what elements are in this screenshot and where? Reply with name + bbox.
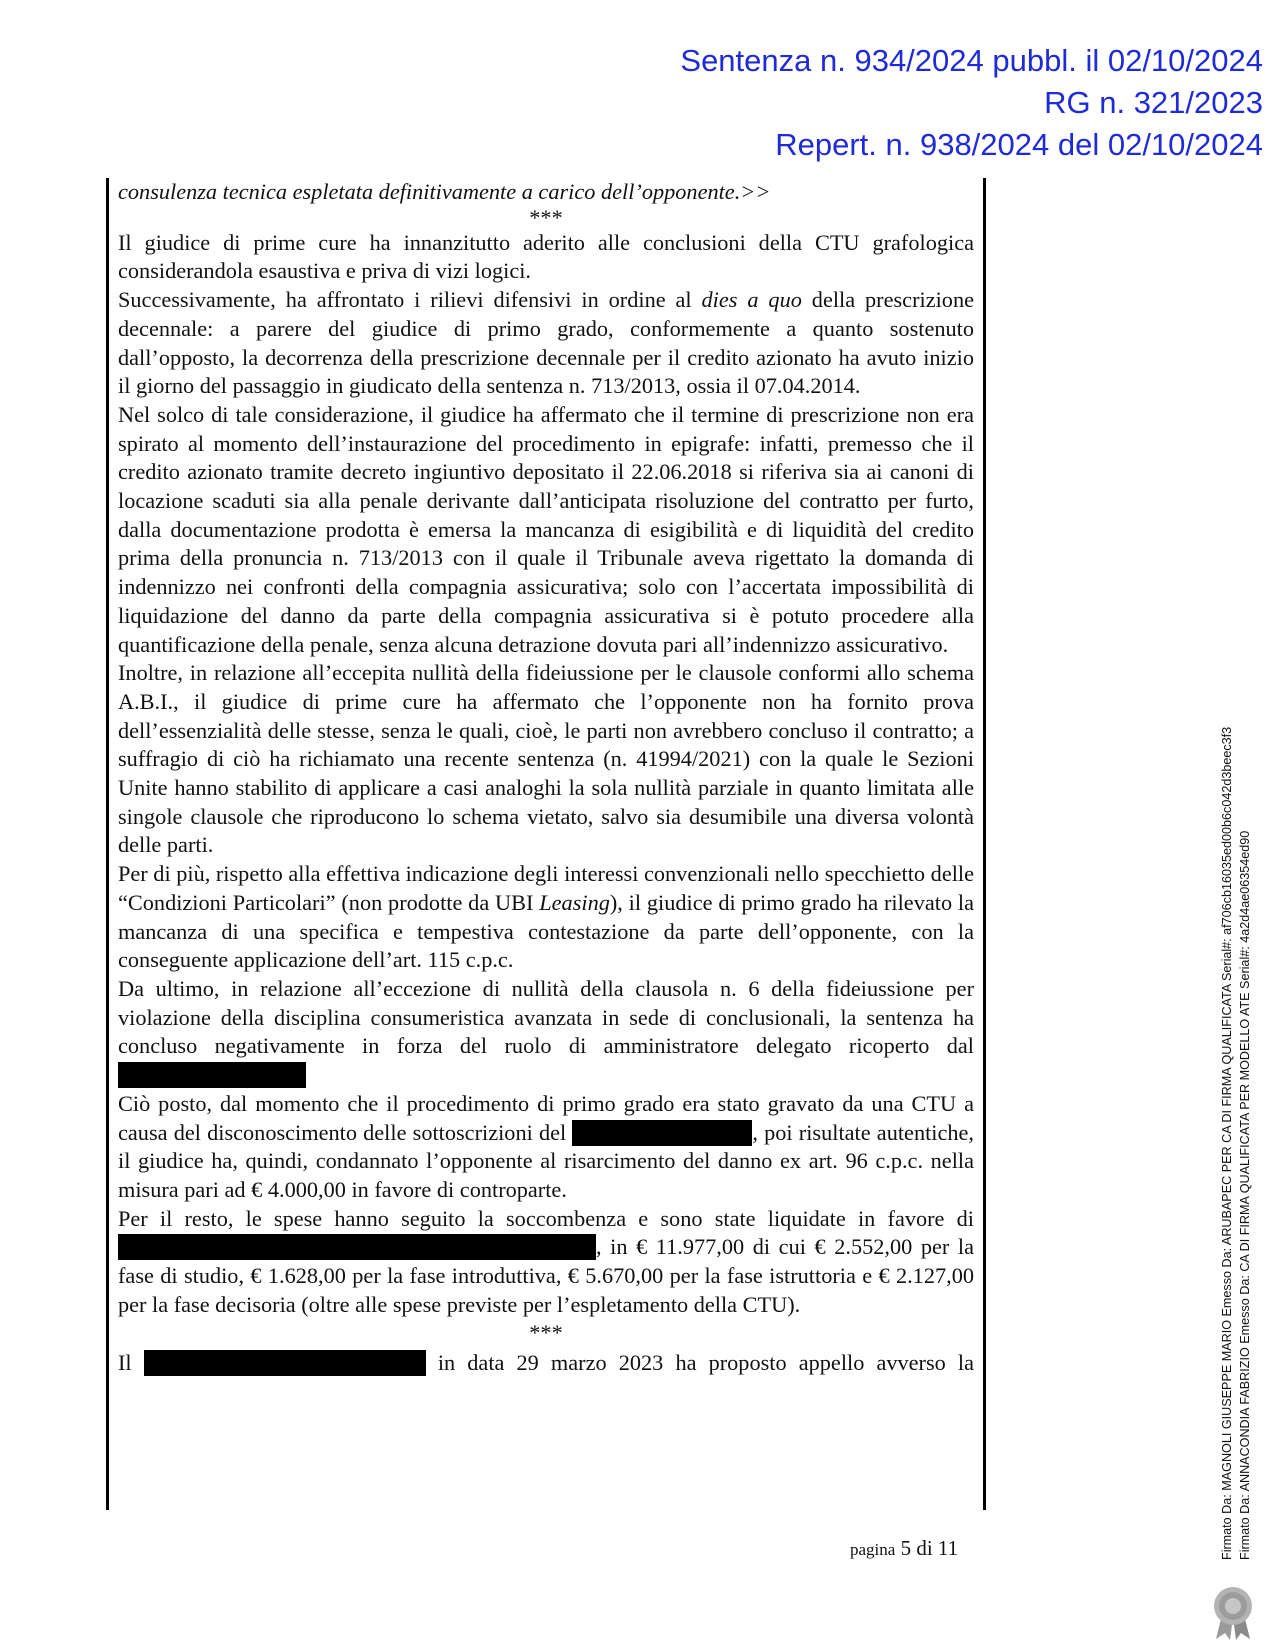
redaction-box <box>118 1062 306 1088</box>
p2-text-b: della prescrizione decennale: a parere del giudice di primo grado, conformemente a quanto sostenuto dall’opposto, la decorrenza della prescrizione decennale per il credito azionato ha avuto inizio il giorno del passaggio in giudicato della sentenza n. 713/2013, ossia il 07.04.2014. <box>118 287 974 399</box>
paragraph-1: Il giudice di prime cure ha innanzitutto aderito alle conclusioni della CTU grafologica considerandola esaustiva e priva di vizi logici. <box>118 229 974 284</box>
paragraph-2 <box>118 286 974 401</box>
paragraph-9 <box>118 1349 974 1378</box>
p5-text-b: ), il giudice di primo grado ha rilevato la mancanza di una specifica e tempestiva contestazione da parte dell’opponente, con la conseguente applicazione dell’art. 115 c.p.c. <box>118 889 974 973</box>
p5-text-a: Per di più, rispetto alla effettiva indicazione degli interessi convenzionali nello specchietto delle “Condizioni Particolari” (non prodotte da UBI <box>118 861 974 915</box>
p6-text-a: Da ultimo, in relazione all’eccezione di nullità della clausola n. 6 della fideiussione per violazione della disciplina consumeristica avanzata in sede di conclusionali, la sentenza ha concluso negativamente in forza del ruolo di amministratore delegato ricoperto dal <box>118 975 974 1059</box>
rg-number: RG n. 321/2023 <box>1044 85 1263 120</box>
separator: *** <box>529 1320 563 1346</box>
digital-signature-2: Firmato Da: ANNACONDIA FABRIZIO Emesso Da: CA DI FIRMA QUALIFICATA PER MODELLO ATE Serial#: 4a2d4ae06354ed90 <box>1238 830 1252 1560</box>
page-number <box>850 1536 958 1561</box>
page-of-word: di <box>916 1536 933 1560</box>
page-word: pagina <box>850 1540 896 1559</box>
p9-text-b: in data 29 marzo 2023 ha proposto appello avverso la <box>425 1350 974 1376</box>
p7-text-a: Ciò posto, dal momento che il procedimento di primo grado era stato gravato da una CTU a causa del disconoscimento delle sottoscrizioni del <box>118 1090 974 1145</box>
paragraph-8 <box>118 1205 974 1320</box>
redaction-box <box>144 1350 426 1376</box>
paragraph-7 <box>118 1090 974 1205</box>
repertorio-number: Repert. n. 938/2024 del 02/10/2024 <box>775 127 1263 162</box>
paragraph-5 <box>118 860 974 975</box>
p8-text-a: Per il resto, le spese hanno seguito la soccombenza e sono state liquidate in favore di <box>118 1205 974 1231</box>
redaction-box <box>118 1234 596 1260</box>
p7-text-b: , poi risultate autentiche, il giudice ha, quindi, condannato l’opponente al risarcimento del danno ex art. 96 c.p.c. nella misura pari ad € 4.000,00 in favore di controparte. <box>118 1119 974 1202</box>
right-margin-rule <box>983 178 986 1510</box>
quoted-closing: consulenza tecnica espletata definitivamente a carico dell’opponente.>> <box>118 179 771 204</box>
document-body <box>118 178 974 1378</box>
page-total: 11 <box>937 1536 959 1560</box>
sentenza-number: Sentenza n. 934/2024 pubbl. il 02/10/2024 <box>680 43 1263 78</box>
redaction-box <box>572 1120 752 1146</box>
p2-text-a: Successivamente, ha affrontato i rilievi difensivi in ordine al <box>118 287 702 313</box>
case-header <box>680 40 1263 166</box>
p9-text-a: Il <box>118 1350 144 1376</box>
signature-seal-icon <box>1210 1585 1256 1646</box>
p2-emphasis: dies a quo <box>701 287 802 313</box>
separator: *** <box>529 204 563 230</box>
left-margin-rule <box>106 178 109 1510</box>
paragraph-4: Inoltre, in relazione all’eccepita nullità della fideiussione per le clausole conformi allo schema A.B.I., il giudice di prime cure ha affermato che l’opponente non ha fornito prova dell’essenzialità delle stesse, senza le quali, cioè, le parti non avrebbero concluso il contratto; a suffragio di ciò ha richiamato una recente sentenza (n. 41994/2021) con la quale le Sezioni Unite hanno stabilito di applicare a casi analoghi la sola nullità parziale in quanto limitata alle singole clausole che riproducono lo schema vietato, salvo sia desumibile una diversa volontà delle parti. <box>118 660 974 858</box>
paragraph-6 <box>118 975 974 1090</box>
p8-text-b: , in € 11.977,00 di cui € 2.552,00 per la fase di studio, € 1.628,00 per la fase introduttiva, € 5.670,00 per la fase istruttoria e € 2.127,00 per la fase decisoria (oltre alle spese previste per l’espletamento della CTU). <box>118 1234 974 1317</box>
p5-emphasis: Leasing <box>539 889 610 915</box>
paragraph-3: Nel solco di tale considerazione, il giudice ha affermato che il termine di prescrizione non era spirato al momento dell’instaurazione del procedimento in epigrafe: infatti, premesso che il credito azionato tramite decreto ingiuntivo depositato il 22.06.2018 si riferiva sia ai canoni di locazione scaduti sia alla penale derivante dall’anticipata risoluzione del contratto per furto, dalla documentazione prodotta è emersa la mancanza di esigibilità e di liquidità del credito prima della pronuncia n. 713/2013 con il quale il Tribunale aveva rigettato la domanda di indennizzo nei confronti della compagnia assicurativa; solo con l’accertata impossibilità di liquidazione del danno da parte della compagnia assicurativa si è potuto procedere alla quantificazione della penale, senza alcuna detrazione dovuta pari all’indennizzo assicurativo. <box>118 401 974 657</box>
paragraph-0 <box>118 178 974 207</box>
page-current: 5 <box>900 1536 912 1560</box>
digital-signature-1: Firmato Da: MAGNOLI GIUSEPPE MARIO Emesso Da: ARUBAPEC PER CA DI FIRMA QUALIFICATA Serial#: af706cb16035ed00b6c042d3beec3f3 <box>1220 726 1234 1560</box>
